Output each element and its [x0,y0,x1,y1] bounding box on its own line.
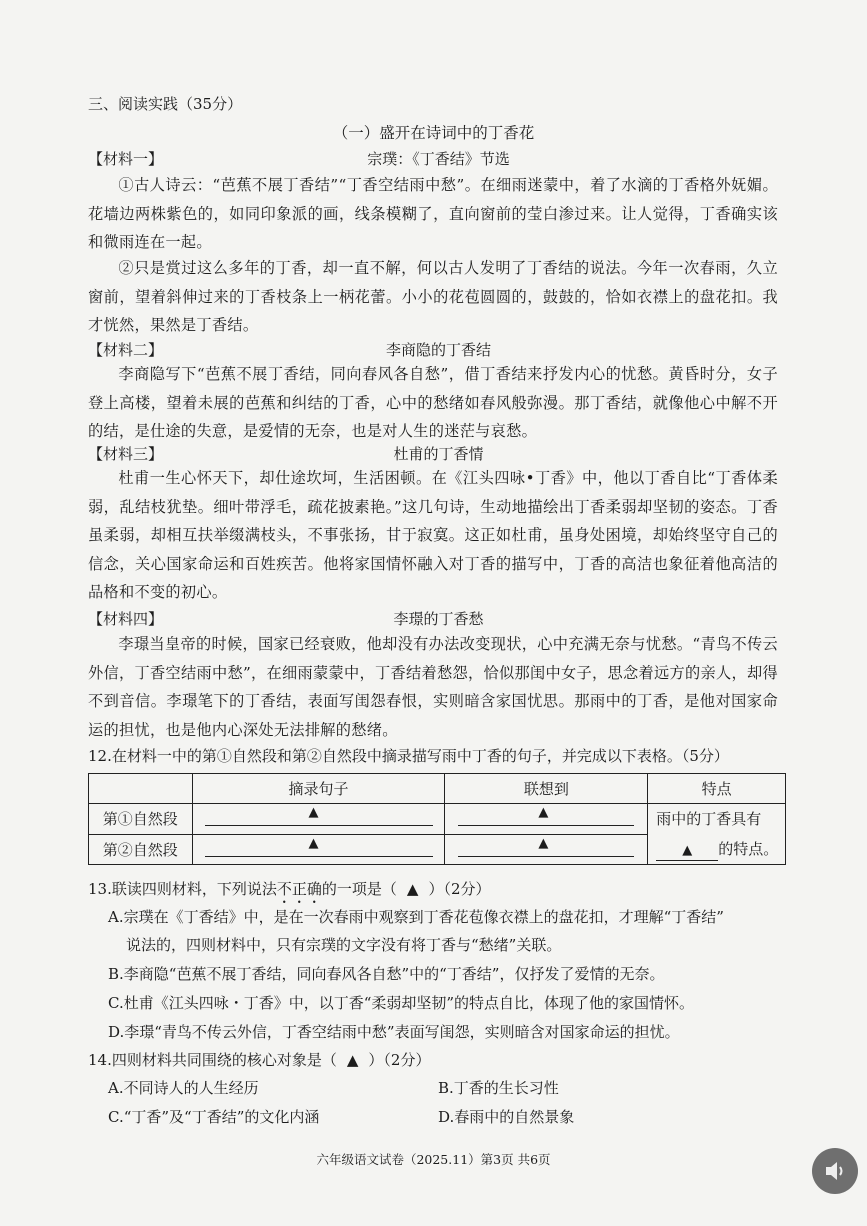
answer-mark-icon: ▲ [682,843,693,858]
header-feature: 特点 [648,774,786,804]
material-4-paragraph: 李璟当皇帝的时候，国家已经衰败，他却没有办法改变现状，心中充满无奈与忧愁。“青鸟不传云外信，丁香空结雨中愁”，在细雨蒙蒙中，丁香结着愁怨，恰似那闺中女子，思念着远方的亲人，却得不到音信。李璟笔下的丁香结，表面写闺怨春恨，实则暗含家国忧思。那雨中的丁香，是他对国家命运的担忧，也是他内心深处无法排解的愁绪。 [88,635,778,739]
answer-table [88,773,786,865]
q14-option-d[interactable]: D.春雨中的自然景象 [438,1108,575,1126]
question-12-stem: 12.在材料一中的第①自然段和第②自然段中摘录描写雨中丁香的句子，并完成以下表格。（5分） [88,747,729,765]
answer-mark-icon: ▲ [538,805,549,821]
answer-mark-icon: ▲ [308,805,319,821]
feature-text: 雨中的丁香具有 [656,810,762,828]
association-blank-2[interactable] [445,834,648,865]
page-footer: 六年级语文试卷（2025.11）第3页 共6页 [316,1152,551,1167]
q14-option-a[interactable]: A.不同诗人的人生经历 [108,1079,259,1097]
passage-subtitle: （一）盛开在诗词中的丁香花 [332,124,535,142]
q13-option-d[interactable]: D.李璟“青鸟不传云外信，丁香空结雨中愁”表面写闺怨，实则暗含对国家命运的担忧。 [108,1023,680,1041]
material-3-title: 杜甫的丁香情 [393,445,484,463]
material-2-tag: 【材料二】 [88,341,164,359]
answer-mark-icon[interactable]: ▲ [346,1051,359,1069]
q14-stem-part: 14.四则材料共同围绕的核心对象是（ [88,1051,337,1069]
answer-mark-icon[interactable]: ▲ [406,880,419,898]
material-1-tag: 【材料一】 [88,150,164,168]
association-blank-1[interactable] [445,804,648,835]
excerpt-blank-2[interactable] [192,834,445,865]
q13-option-b[interactable]: B.李商隐“芭蕉不展丁香结，同向春风各自愁”中的“丁香结”，仅抒发了爱情的无奈。 [108,965,665,983]
material-4-title: 李璟的丁香愁 [393,610,484,628]
q13-stem-part: 13.联读四则材料，下列说法 [88,880,277,898]
q13-emphasis: 不正确 [276,880,322,898]
feature-suffix: 的特点。 [718,840,779,858]
material-2-paragraph: 李商隐写下“芭蕉不展丁香结，同向春风各自愁”，借丁香结来抒发内心的忧愁。黄昏时分，女子登上高楼，望着未展的芭蕉和纠结的丁香，心中的愁绪如春风般弥漫。那丁香结，就像他心中解不开的结，是仕途的失意，是爱情的无奈，也是对人生的迷茫与哀愁。 [88,365,778,440]
q13-option-a[interactable]: A.宗璞在《丁香结》中，是在一次春雨中观察到丁香花苞像衣襟上的盘花扣，才理解“丁香结” [108,908,724,926]
material-3-tag: 【材料三】 [88,445,164,463]
material-2-title: 李商隐的丁香结 [385,341,491,359]
feature-cell [648,804,786,865]
table-header-row [89,774,786,804]
material-3-paragraph: 杜甫一生心怀天下，却仕途坎坷，生活困顿。在《江头四咏•丁香》中，他以丁香自比“丁香体柔弱，乱结枝犹垫。细叶带浮毛，疏花披素艳。”这几句诗，生动地描绘出丁香柔弱却坚韧的姿态。丁香虽柔弱，却相互扶举缀满枝头，不事张扬，甘于寂寞。这正如杜甫，虽身处困境，却始终坚守自己的信念，关心国家命运和百姓疾苦。他将家国情怀融入对丁香的描写中，丁香的高洁也象征着他高洁的品格和不变的初心。 [88,469,778,601]
q13-option-c[interactable]: C.杜甫《江头四咏・丁香》中，以丁香“柔弱却坚韧”的特点自比，体现了他的家国情怀。 [108,994,695,1012]
header-association: 联想到 [445,774,648,804]
material-1-paragraph-1: ①古人诗云：“芭蕉不展丁香结”“丁香空结雨中愁”。在细雨迷蒙中，着了水滴的丁香格外妩媚。花墙边两株紫色的，如同印象派的画，线条模糊了，直向窗前的莹白渗过来。让人觉得，丁香确实该和微雨连在一起。 [88,176,778,251]
q14-option-b[interactable]: B.丁香的生长习性 [438,1079,559,1097]
q14-stem-part: ）（2分） [368,1051,431,1069]
table-corner-cell [89,774,193,804]
material-1-paragraph-2: ②只是赏过这么多年的丁香，却一直不解，何以古人发明了丁香结的说法。今年一次春雨，久立窗前，望着斜伸过来的丁香枝条上一柄花蕾。小小的花苞圆圆的，鼓鼓的，恰如衣襟上的盘花扣。我才恍然，果然是丁香结。 [88,259,778,334]
material-4-tag: 【材料四】 [88,610,164,628]
answer-mark-icon: ▲ [538,835,549,851]
question-13-stem [88,878,490,907]
material-1-title: 宗璞：《丁香结》节选 [367,150,510,168]
q13-stem-part: ）（2分） [428,880,491,898]
row-label: 第②自然段 [89,834,193,865]
q13-option-a-cont: 说法的，四则材料中，只有宗璞的文字没有将丁香与“愁绪”关联。 [126,936,562,954]
section-heading: 三、阅读实践（35分） [88,95,243,113]
speaker-icon[interactable] [812,1148,858,1194]
table-row [89,804,786,835]
q14-option-c[interactable]: C.“丁香”及“丁香结”的文化内涵 [108,1108,320,1126]
question-14-stem [88,1049,430,1070]
answer-mark-icon: ▲ [308,835,319,851]
q13-stem-part: 的一项是（ [321,880,397,898]
excerpt-blank-1[interactable] [192,804,445,835]
header-excerpt: 摘录句子 [192,774,445,804]
feature-blank[interactable] [656,840,718,861]
row-label: 第①自然段 [89,804,193,835]
